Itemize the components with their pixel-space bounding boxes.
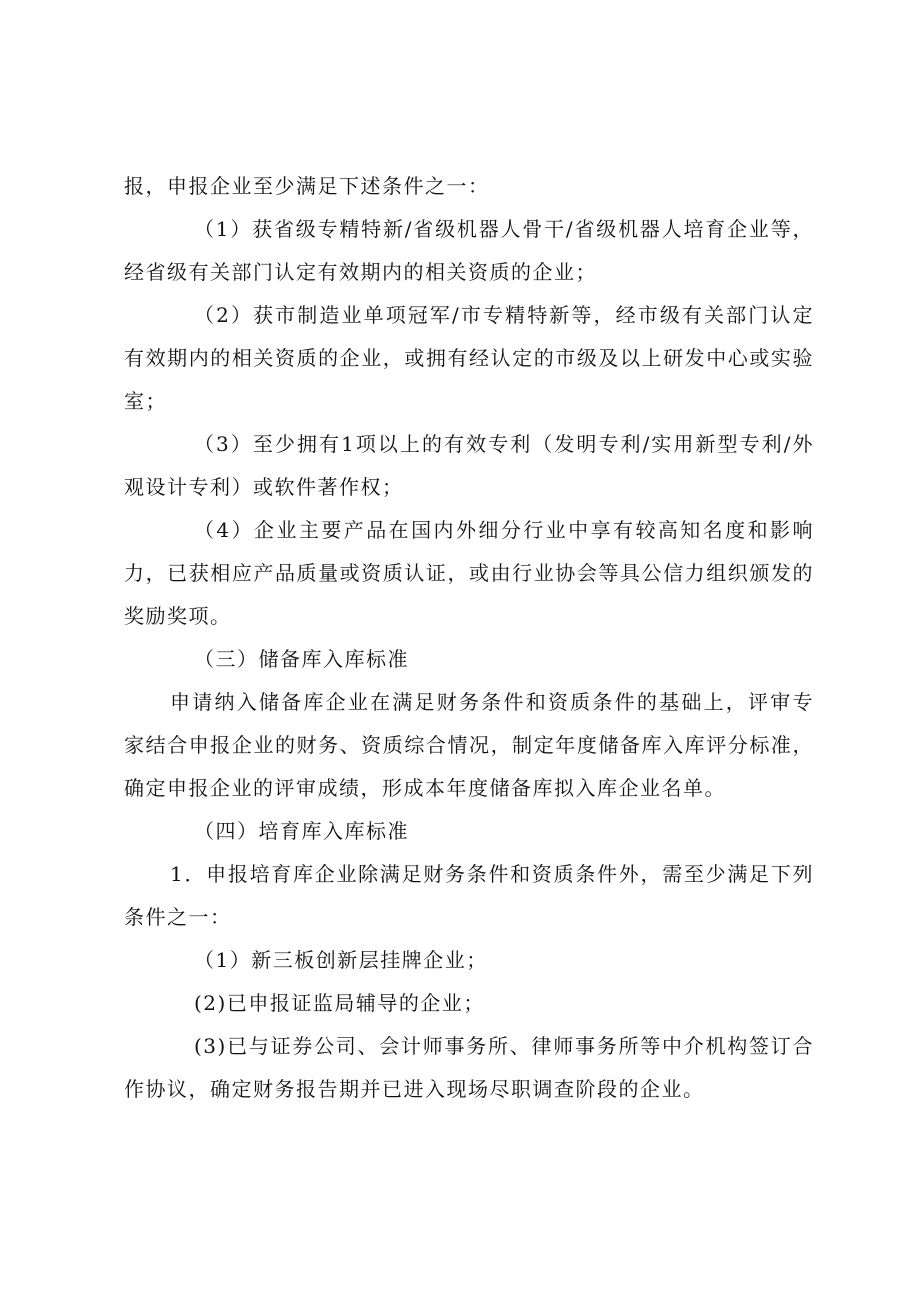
paragraph-cultivation-condition-1: （1）新三板创新层挂牌企业； xyxy=(194,948,488,972)
paragraph-cultivation-item-1: 1．申报培育库企业除满足财务条件和资质条件外，需至少满足下列条件之一： xyxy=(124,862,814,929)
paragraph-reserve-standard: 申请纳入储备库企业在满足财务条件和资质条件的基础上，评审专家结合申报企业的财务、资质综合情况，制定年度储备库入库评分标准，确定申报企业的评审成绩，形成本年度储备库拟入库企业名单。 xyxy=(124,690,814,800)
section-heading-reserve-standard: （三）储备库入库标准 xyxy=(194,647,409,671)
paragraph-condition-4: （4）企业主要产品在国内外细分行业中享有较高知名度和影响力，已获相应产品质量或资质认证，或由行业协会等具公信力组织颁发的奖励奖项。 xyxy=(124,518,814,628)
paragraph-condition-3: （3）至少拥有1项以上的有效专利（发明专利/实用新型专利/外观设计专利）或软件著作权； xyxy=(124,432,814,499)
paragraph-condition-1: （1）获省级专精特新/省级机器人骨干/省级机器人培育企业等，经省级有关部门认定有效期内的相关资质的企业； xyxy=(124,217,814,284)
paragraph-cultivation-condition-2: (2)已申报证监局辅导的企业； xyxy=(194,991,485,1015)
paragraph-condition-2: （2）获市制造业单项冠军/市专精特新等，经市级有关部门认定有效期内的相关资质的企业，或拥有经认定的市级及以上研发中心或实验室； xyxy=(124,303,814,413)
section-heading-cultivation-standard: （四）培育库入库标准 xyxy=(194,819,409,843)
paragraph-continuation: 报，申报企业至少满足下述条件之一： xyxy=(124,174,490,198)
document-body xyxy=(124,165,814,1111)
paragraph-cultivation-condition-3: (3)已与证券公司、会计师事务所、律师事务所等中介机构签订合作协议，确定财务报告期并已进入现场尽职调查阶段的企业。 xyxy=(124,1034,814,1101)
